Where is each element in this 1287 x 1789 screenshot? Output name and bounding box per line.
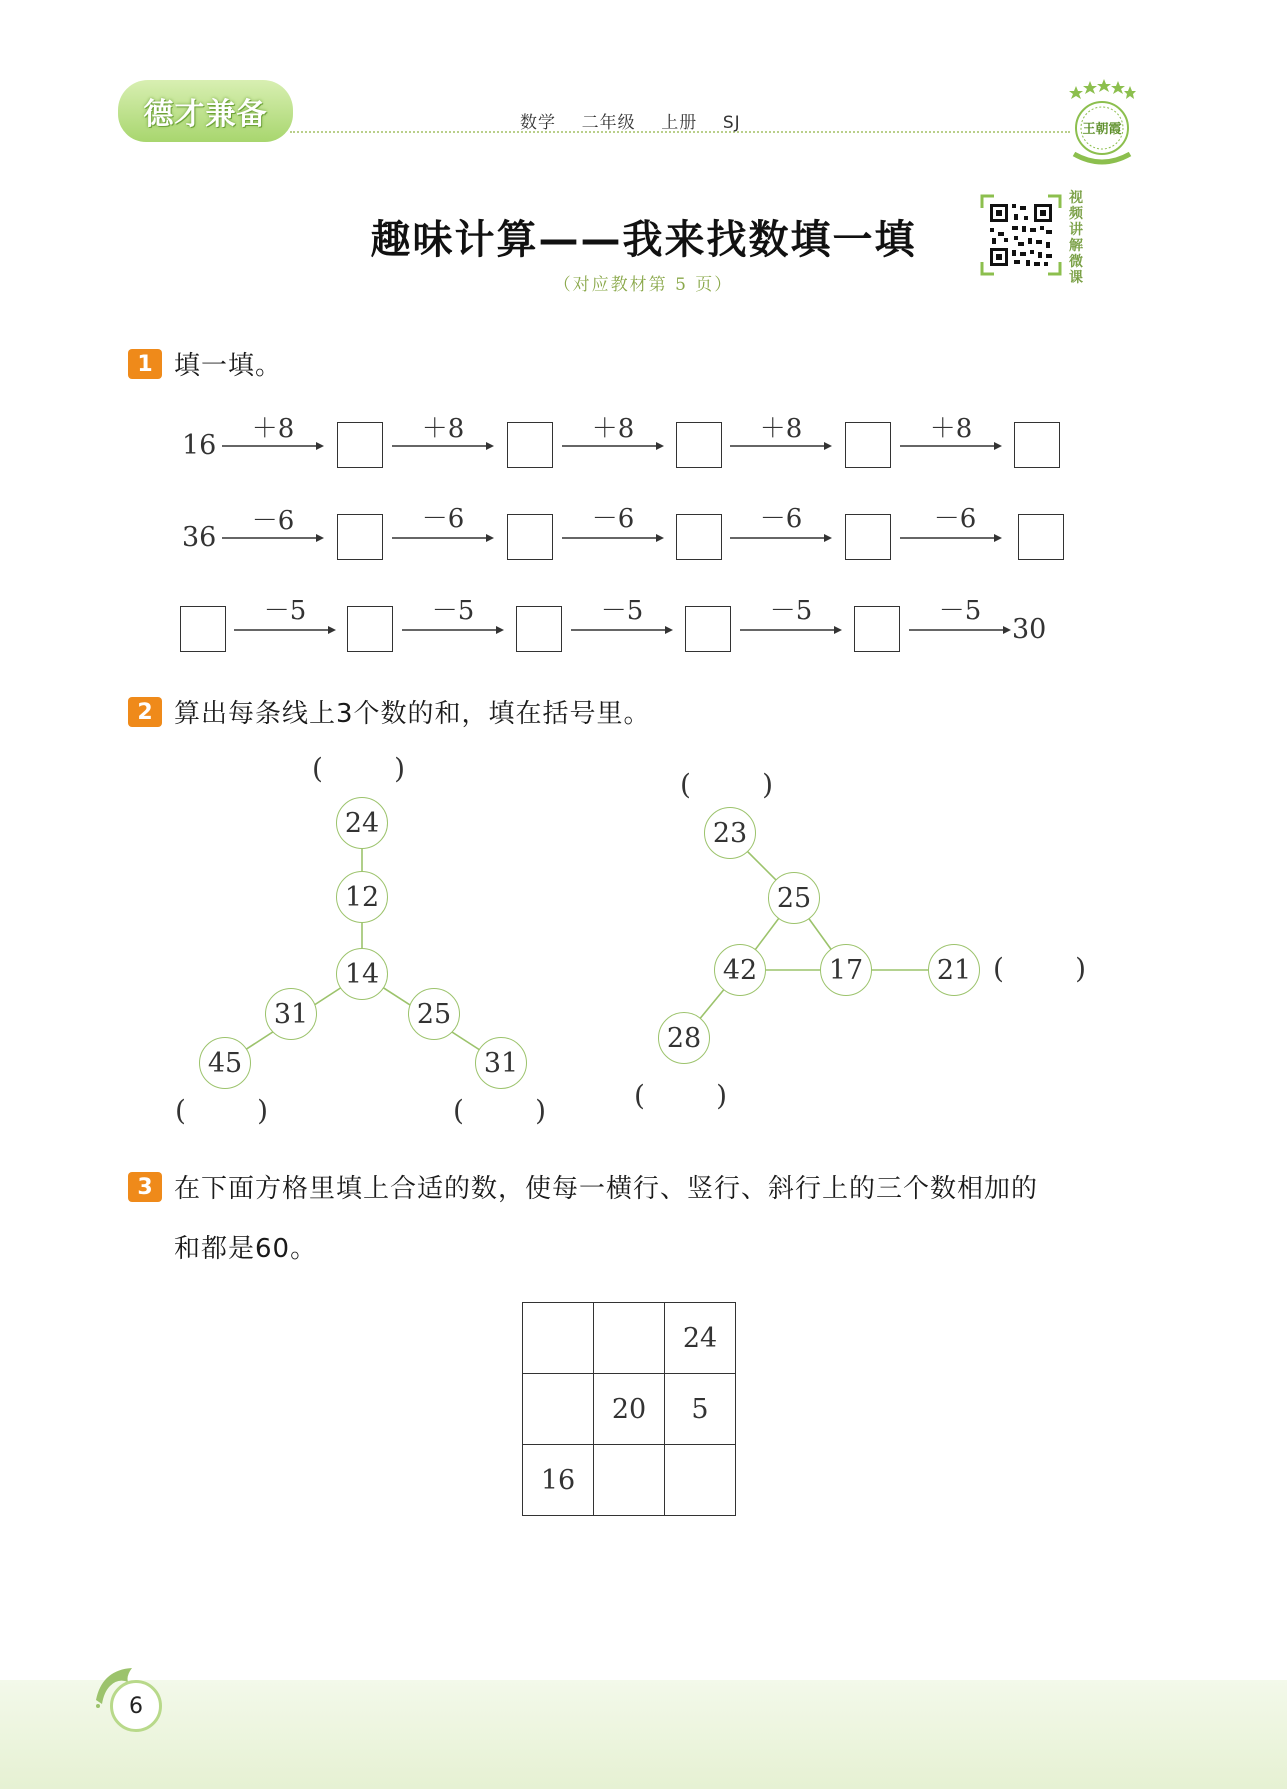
logo-text: 德才兼备 bbox=[143, 97, 268, 132]
grid-row bbox=[523, 1445, 736, 1516]
q1-row2-op: －6 bbox=[251, 506, 295, 536]
number-circle: 17 bbox=[820, 944, 872, 996]
magic-square-grid bbox=[522, 1302, 736, 1516]
number-circle: 42 bbox=[714, 944, 766, 996]
footer-band bbox=[0, 1680, 1287, 1789]
answer-box[interactable] bbox=[1018, 514, 1064, 560]
q1-row2-op: －6 bbox=[933, 504, 977, 534]
answer-parentheses[interactable]: ( ) bbox=[993, 952, 1087, 985]
page-subtitle: （对应教材第 5 页） bbox=[553, 275, 734, 295]
q1-row3 bbox=[180, 584, 1080, 674]
grid-row bbox=[523, 1303, 736, 1374]
answer-parentheses[interactable]: ( ) bbox=[312, 752, 406, 785]
q1-row2-op: －6 bbox=[421, 504, 465, 534]
answer-parentheses[interactable]: ( ) bbox=[680, 768, 774, 801]
author-badge-icon bbox=[1066, 78, 1136, 170]
header-subject-line: 数学 二年级 上册 SJ bbox=[520, 113, 741, 133]
grid-row bbox=[523, 1374, 736, 1445]
q1-row3-op: －5 bbox=[938, 596, 982, 626]
number-circle: 31 bbox=[265, 988, 317, 1040]
q1-row1-op: ＋8 bbox=[591, 414, 635, 444]
q2-prompt: 算出每条线上3个数的和，填在括号里。 bbox=[174, 699, 651, 729]
answer-parentheses[interactable]: ( ) bbox=[453, 1094, 547, 1127]
number-circle: 25 bbox=[768, 872, 820, 924]
publisher-logo bbox=[118, 80, 293, 142]
grid-cell[interactable] bbox=[665, 1445, 736, 1516]
grid-cell: 20 bbox=[594, 1374, 665, 1445]
grid-cell[interactable] bbox=[594, 1303, 665, 1374]
badge-text: 王朝霞 bbox=[1082, 122, 1122, 137]
grid-cell: 24 bbox=[665, 1303, 736, 1374]
answer-box[interactable] bbox=[676, 422, 722, 468]
q1-row3-op: －5 bbox=[600, 596, 644, 626]
grid-cell[interactable] bbox=[523, 1303, 594, 1374]
answer-box[interactable] bbox=[845, 514, 891, 560]
q1-row1-start: 16 bbox=[182, 430, 217, 461]
qr-code-icon[interactable] bbox=[980, 194, 1062, 276]
number-circle: 31 bbox=[475, 1037, 527, 1089]
answer-box[interactable] bbox=[337, 422, 383, 468]
q3-prompt-line2: 和都是60。 bbox=[174, 1234, 318, 1264]
q1-row3-op: －5 bbox=[769, 596, 813, 626]
number-circle: 12 bbox=[336, 871, 388, 923]
answer-box[interactable] bbox=[1014, 422, 1060, 468]
q1-row1-op: ＋8 bbox=[929, 414, 973, 444]
number-circle: 14 bbox=[336, 948, 388, 1000]
answer-box[interactable] bbox=[337, 514, 383, 560]
grid-cell: 5 bbox=[665, 1374, 736, 1445]
number-circle: 23 bbox=[704, 807, 756, 859]
grid-cell[interactable] bbox=[594, 1445, 665, 1516]
number-circle: 45 bbox=[199, 1037, 251, 1089]
number-circle: 21 bbox=[928, 944, 980, 996]
q1-row1-op: ＋8 bbox=[251, 414, 295, 444]
q1-row2-start: 36 bbox=[182, 522, 217, 553]
answer-box[interactable] bbox=[676, 514, 722, 560]
answer-parentheses[interactable]: ( ) bbox=[175, 1094, 269, 1127]
grid-cell[interactable] bbox=[523, 1374, 594, 1445]
q1-row2-op: －6 bbox=[759, 504, 803, 534]
answer-box[interactable] bbox=[845, 422, 891, 468]
qr-label: 视频讲解微课 bbox=[1069, 190, 1083, 286]
answer-box[interactable] bbox=[507, 514, 553, 560]
q1-row3-op: －5 bbox=[263, 596, 307, 626]
q3-number-badge: 3 bbox=[128, 1172, 162, 1202]
grid-cell: 16 bbox=[523, 1445, 594, 1516]
page-title: 趣味计算——我来找数填一填 bbox=[370, 217, 917, 263]
page-number: 6 bbox=[110, 1680, 162, 1732]
q3-prompt-line1: 在下面方格里填上合适的数，使每一横行、竖行、斜行上的三个数相加的 bbox=[174, 1174, 1039, 1204]
q1-row2-op: －6 bbox=[591, 504, 635, 534]
q1-row1-op: ＋8 bbox=[759, 414, 803, 444]
number-circle: 28 bbox=[658, 1012, 710, 1064]
q1-row1 bbox=[220, 400, 1120, 490]
q1-row3-end: 30 bbox=[1012, 614, 1047, 645]
q2-number-badge: 2 bbox=[128, 697, 162, 727]
q1-row2 bbox=[220, 492, 1120, 582]
q1-number-badge: 1 bbox=[128, 349, 162, 379]
number-circle: 24 bbox=[336, 797, 388, 849]
q1-row1-op: ＋8 bbox=[421, 414, 465, 444]
answer-box[interactable] bbox=[507, 422, 553, 468]
number-circle: 25 bbox=[408, 988, 460, 1040]
q1-row3-op: －5 bbox=[431, 596, 475, 626]
answer-parentheses[interactable]: ( ) bbox=[634, 1079, 728, 1112]
q1-prompt: 填一填。 bbox=[174, 351, 283, 381]
